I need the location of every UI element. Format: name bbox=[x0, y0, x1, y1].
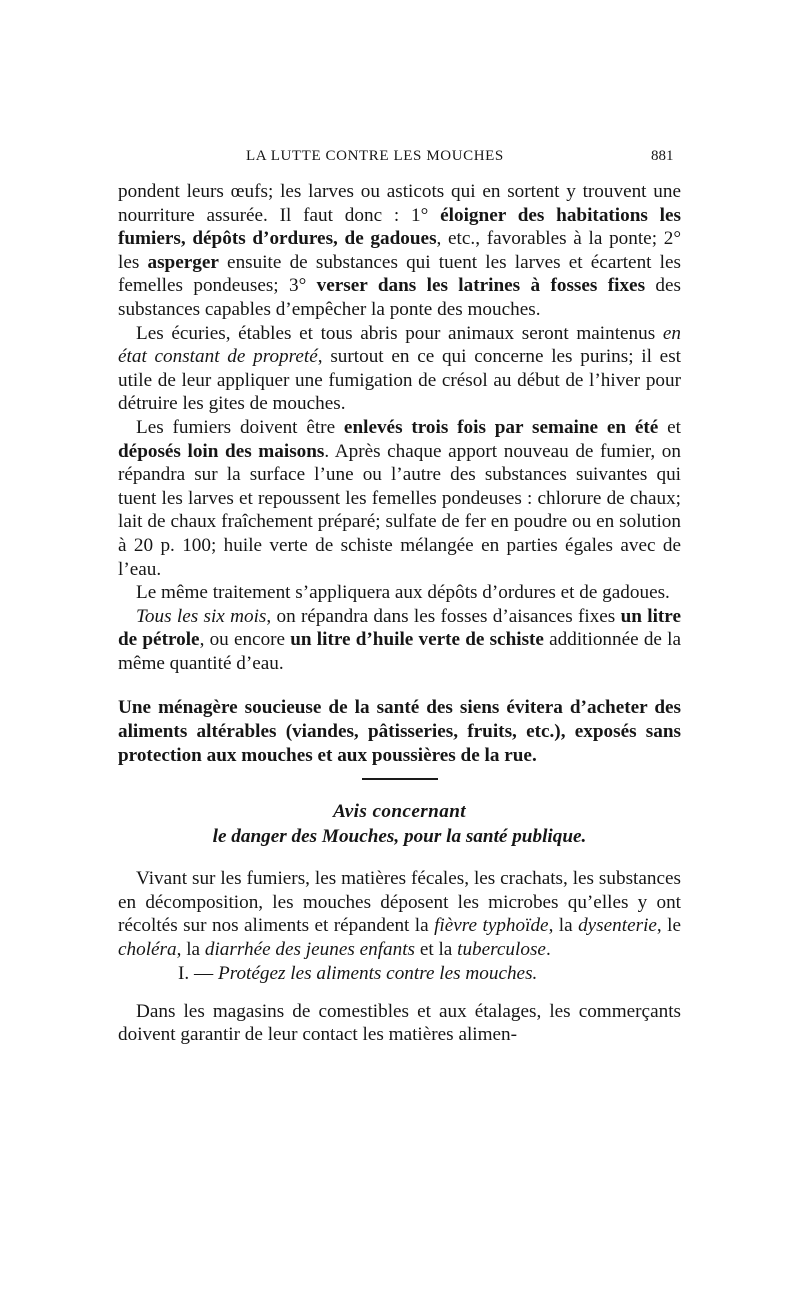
section-divider bbox=[362, 778, 438, 780]
page-header bbox=[0, 148, 800, 170]
paragraph-housewife: Une ménagère soucieuse de la santé des siens évitera d’acheter des aliments altérables (viandes, pâtisseries, fruits, etc.), exposés sans protection aux mouches et aux poussières de la rue. bbox=[118, 697, 681, 766]
paragraph-refuse: Le même traitement s’appliquera aux dépôts d’ordures et de gadoues. bbox=[136, 582, 670, 604]
paragraph-microbes: Vivant sur les fumiers, les matières fécales, les crachats, les substances en décomposition, les mouches déposent les microbes qu’elles y ont récoltés sur nos aliments et répandent la fièvre typhoïde, la dysenterie, le choléra, la diarrhée des jeunes enfants et la tuberculose. bbox=[118, 868, 681, 961]
page-number: 881 bbox=[651, 148, 674, 164]
notice-title: Avis concernant bbox=[332, 801, 467, 823]
notice-subtitle: le danger des Mouches, pour la santé publique. bbox=[212, 826, 587, 848]
running-title: LA LUTTE CONTRE LES MOUCHES bbox=[246, 148, 504, 164]
section-heading: I. — Protégez les aliments contre les mouches. bbox=[178, 962, 538, 984]
page-body bbox=[118, 180, 681, 1047]
paragraph-shops: Dans les magasins de comestibles et aux étalages, les commerçants doivent garantir de leur contact les matières alimen- bbox=[118, 1000, 681, 1046]
paragraph-fly-breeding: pondent leurs œufs; les larves ou asticots qui en sortent y trouvent une nourriture assurée. Il faut donc : 1° éloigner des habitations les fumiers, dépôts d’ordures, de gadoues, etc., favorables à la ponte; 2° les asperger ensuite de substances qui tuent les larves et écartent les femelles pondeuses; 3° verser dans les latrines à fosses fixes des substances capables d’empêcher la ponte des mouches. bbox=[118, 181, 682, 320]
paragraph-manure: Les fumiers doivent être enlevés trois fois par semaine en été et déposés loin des maisons. Après chaque apport nouveau de fumier, on répandra sur la surface l’une ou l’autre des substances suivantes qui tuent les larves et repoussent les femelles pondeuses : chlorure de chaux; lait de chaux fraîchement préparé; sulfate de fer en poudre ou en solution à 20 p. 100; huile verte de schiste mélangée en parties égales avec de l’eau. bbox=[118, 416, 681, 580]
paragraph-cesspools: Tous les six mois, on répandra dans les fosses d’aisances fixes un litre de pétrole, ou encore un litre d’huile verte de schiste additionnée de la même quantité d’eau. bbox=[118, 605, 681, 674]
paragraph-stables: Les écuries, étables et tous abris pour animaux seront maintenus en état constant de propreté, surtout en ce qui concerne les purins; il est utile de leur appliquer une fumigation de crésol au début de l’hiver pour détruire les gites de mouches. bbox=[118, 322, 681, 415]
